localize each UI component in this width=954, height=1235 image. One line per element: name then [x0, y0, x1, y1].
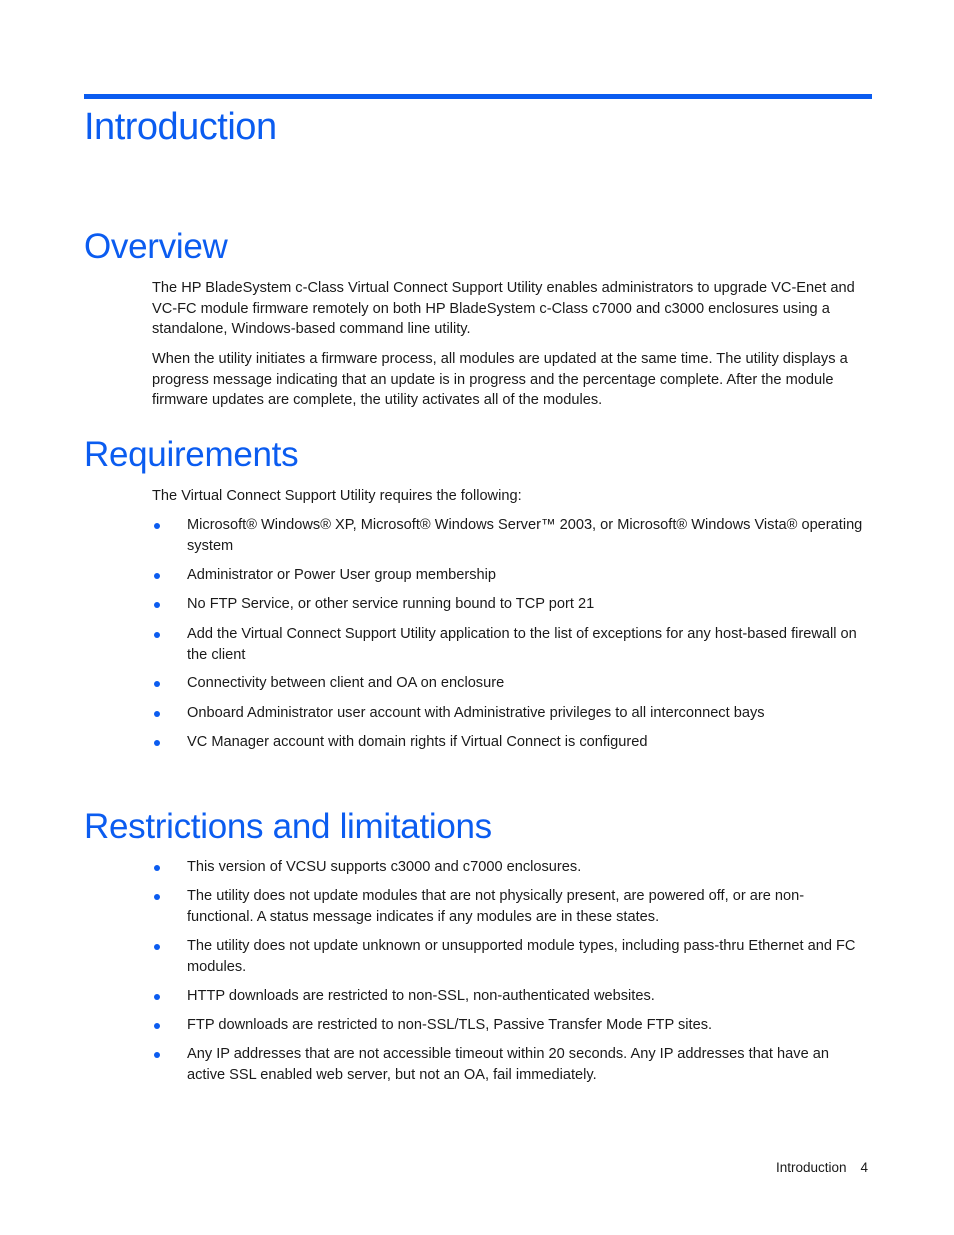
- bullet-icon: [154, 994, 160, 1000]
- page-number: 4: [860, 1160, 868, 1175]
- list-item: This version of VCSU supports c3000 and c7000 enclosures.: [152, 857, 867, 878]
- bullet-icon: [154, 632, 160, 638]
- section-title-restrictions: Restrictions and limitations: [84, 807, 492, 846]
- bullet-icon: [154, 740, 160, 746]
- bullet-icon: [154, 865, 160, 871]
- bullet-icon: [154, 894, 160, 900]
- list-item: Any IP addresses that are not accessible timeout within 20 seconds. Any IP addresses that have an active SSL enabled web server, but not an OA, fail immediately.: [152, 1044, 867, 1085]
- footer-section-label: Introduction: [775, 1160, 847, 1175]
- list-item: No FTP Service, or other service running bound to TCP port 21: [152, 594, 867, 615]
- requirements-intro: The Virtual Connect Support Utility requires the following:: [152, 488, 522, 504]
- overview-paragraph-1: The HP BladeSystem c-Class Virtual Connect Support Utility enables administrators to upgrade VC-Enet and VC-FC module firmware remotely on both HP BladeSystem c-Class c7000 and c3000 enclosures using a standalone, Windows-based command line utility.: [152, 280, 855, 337]
- list-item: The utility does not update unknown or unsupported module types, including pass-thru Ethernet and FC modules.: [152, 936, 867, 977]
- bullet-icon: [154, 944, 160, 950]
- list-item: Add the Virtual Connect Support Utility application to the list of exceptions for any host-based firewall on the client: [152, 624, 867, 665]
- bullet-icon: [154, 711, 160, 717]
- section-title-requirements: Requirements: [84, 435, 299, 474]
- bullet-icon: [154, 681, 160, 687]
- bullet-icon: [154, 1023, 160, 1029]
- list-item: FTP downloads are restricted to non-SSL/TLS, Passive Transfer Mode FTP sites.: [152, 1015, 867, 1036]
- chapter-title: Introduction: [84, 106, 277, 148]
- bullet-icon: [154, 1052, 160, 1058]
- list-item: Connectivity between client and OA on enclosure: [152, 673, 867, 694]
- bullet-icon: [154, 602, 160, 608]
- list-item: Administrator or Power User group membership: [152, 565, 867, 586]
- list-item: HTTP downloads are restricted to non-SSL, non-authenticated websites.: [152, 986, 867, 1007]
- list-item: The utility does not update modules that are not physically present, are powered off, or are non-functional. A status message indicates if any modules are in these states.: [152, 886, 867, 927]
- list-item: VC Manager account with domain rights if Virtual Connect is configured: [152, 732, 867, 753]
- list-item: Microsoft® Windows® XP, Microsoft® Windows Server™ 2003, or Microsoft® Windows Vista® operating system: [152, 515, 867, 556]
- page-footer: [776, 1158, 868, 1178]
- chapter-top-rule: [84, 94, 872, 99]
- overview-paragraph-2: When the utility initiates a firmware process, all modules are updated at the same time. The utility displays a progress message indicating that an update is in progress and the percentage complete. After the module firmware updates are complete, the utility activates all of the modules.: [152, 351, 848, 408]
- bullet-icon: [154, 573, 160, 579]
- bullet-icon: [154, 523, 160, 529]
- list-item: Onboard Administrator user account with Administrative privileges to all interconnect bays: [152, 703, 867, 724]
- section-title-overview: Overview: [84, 227, 228, 266]
